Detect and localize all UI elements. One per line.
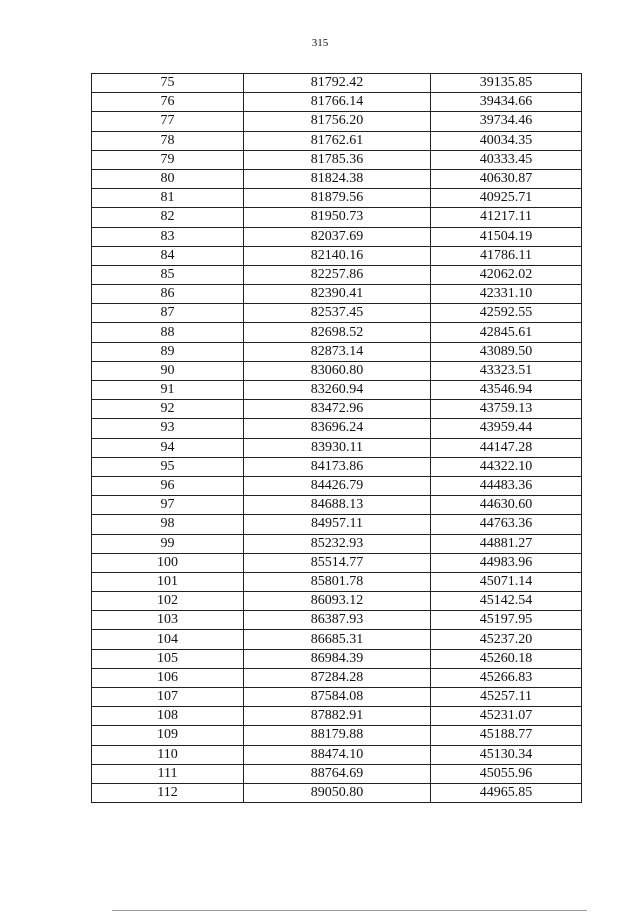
table-row [92,764,582,783]
table-row [92,630,582,649]
second-value-cell: 41217.11 [431,208,582,227]
table-row [92,419,582,438]
second-value-cell: 44483.36 [431,476,582,495]
second-value-cell: 44763.36 [431,515,582,534]
table-row [92,227,582,246]
second-value-cell: 40630.87 [431,169,582,188]
second-value-cell: 41504.19 [431,227,582,246]
second-value-cell: 42592.55 [431,304,582,323]
index-cell: 90 [92,361,244,380]
value-cell: 82037.69 [244,227,431,246]
value-cell: 87882.91 [244,707,431,726]
table-row [92,361,582,380]
table-row [92,745,582,764]
index-cell: 88 [92,323,244,342]
value-cell: 89050.80 [244,783,431,802]
index-cell: 92 [92,400,244,419]
second-value-cell: 45055.96 [431,764,582,783]
value-cell: 83930.11 [244,438,431,457]
value-cell: 82390.41 [244,285,431,304]
table-row [92,534,582,553]
index-cell: 98 [92,515,244,534]
table-row [92,707,582,726]
table-row [92,208,582,227]
table-row [92,783,582,802]
second-value-cell: 45266.83 [431,668,582,687]
value-cell: 85514.77 [244,553,431,572]
second-value-cell: 43323.51 [431,361,582,380]
value-cell: 81762.61 [244,131,431,150]
table-row [92,572,582,591]
value-cell: 83696.24 [244,419,431,438]
index-cell: 101 [92,572,244,591]
index-cell: 80 [92,169,244,188]
value-cell: 88764.69 [244,764,431,783]
index-cell: 78 [92,131,244,150]
table-row [92,592,582,611]
value-cell: 84426.79 [244,476,431,495]
index-cell: 81 [92,189,244,208]
table-row [92,304,582,323]
data-table [91,73,582,803]
value-cell: 83472.96 [244,400,431,419]
second-value-cell: 40333.45 [431,150,582,169]
value-cell: 82537.45 [244,304,431,323]
table-row [92,246,582,265]
second-value-cell: 39135.85 [431,74,582,93]
value-cell: 82698.52 [244,323,431,342]
value-cell: 83060.80 [244,361,431,380]
table-row [92,169,582,188]
value-cell: 84688.13 [244,496,431,515]
second-value-cell: 44147.28 [431,438,582,457]
second-value-cell: 39434.66 [431,93,582,112]
index-cell: 104 [92,630,244,649]
index-cell: 109 [92,726,244,745]
value-cell: 86685.31 [244,630,431,649]
value-cell: 81879.56 [244,189,431,208]
second-value-cell: 45231.07 [431,707,582,726]
index-cell: 94 [92,438,244,457]
second-value-cell: 45260.18 [431,649,582,668]
table-row [92,668,582,687]
table-row [92,515,582,534]
value-cell: 86387.93 [244,611,431,630]
value-cell: 83260.94 [244,381,431,400]
second-value-cell: 43759.13 [431,400,582,419]
index-cell: 106 [92,668,244,687]
value-cell: 87284.28 [244,668,431,687]
second-value-cell: 40034.35 [431,131,582,150]
value-cell: 84173.86 [244,457,431,476]
second-value-cell: 45237.20 [431,630,582,649]
table-row [92,400,582,419]
value-cell: 84957.11 [244,515,431,534]
value-cell: 88474.10 [244,745,431,764]
index-cell: 85 [92,265,244,284]
table-row [92,649,582,668]
table-row [92,438,582,457]
index-cell: 107 [92,688,244,707]
table-row [92,476,582,495]
second-value-cell: 45142.54 [431,592,582,611]
table-row [92,323,582,342]
second-value-cell: 39734.46 [431,112,582,131]
index-cell: 95 [92,457,244,476]
value-cell: 81792.42 [244,74,431,93]
value-cell: 82140.16 [244,246,431,265]
index-cell: 93 [92,419,244,438]
table-row [92,131,582,150]
index-cell: 96 [92,476,244,495]
index-cell: 111 [92,764,244,783]
second-value-cell: 44881.27 [431,534,582,553]
second-value-cell: 42845.61 [431,323,582,342]
second-value-cell: 43959.44 [431,419,582,438]
index-cell: 110 [92,745,244,764]
value-cell: 86984.39 [244,649,431,668]
value-cell: 88179.88 [244,726,431,745]
index-cell: 79 [92,150,244,169]
table-row [92,150,582,169]
index-cell: 105 [92,649,244,668]
table-row [92,74,582,93]
second-value-cell: 43089.50 [431,342,582,361]
index-cell: 84 [92,246,244,265]
value-cell: 81785.36 [244,150,431,169]
second-value-cell: 44983.96 [431,553,582,572]
second-value-cell: 42331.10 [431,285,582,304]
table-row [92,457,582,476]
index-cell: 102 [92,592,244,611]
page-number: 315 [311,37,329,49]
index-cell: 75 [92,74,244,93]
table-row [92,285,582,304]
index-cell: 83 [92,227,244,246]
second-value-cell: 43546.94 [431,381,582,400]
table-row [92,112,582,131]
second-value-cell: 42062.02 [431,265,582,284]
second-value-cell: 45197.95 [431,611,582,630]
value-cell: 82257.86 [244,265,431,284]
table-row [92,688,582,707]
index-cell: 108 [92,707,244,726]
value-cell: 82873.14 [244,342,431,361]
second-value-cell: 45257.11 [431,688,582,707]
index-cell: 86 [92,285,244,304]
index-cell: 87 [92,304,244,323]
table-row [92,496,582,515]
table-body [92,74,582,803]
value-cell: 85801.78 [244,572,431,591]
value-cell: 81766.14 [244,93,431,112]
second-value-cell: 45188.77 [431,726,582,745]
table-row [92,726,582,745]
value-cell: 87584.08 [244,688,431,707]
index-cell: 89 [92,342,244,361]
table-row [92,611,582,630]
index-cell: 91 [92,381,244,400]
value-cell: 81756.20 [244,112,431,131]
value-cell: 85232.93 [244,534,431,553]
table-row [92,189,582,208]
index-cell: 100 [92,553,244,572]
table-row [92,265,582,284]
table-row [92,93,582,112]
index-cell: 82 [92,208,244,227]
table-row [92,381,582,400]
index-cell: 77 [92,112,244,131]
second-value-cell: 44965.85 [431,783,582,802]
table-row [92,553,582,572]
index-cell: 97 [92,496,244,515]
second-value-cell: 44322.10 [431,457,582,476]
second-value-cell: 45130.34 [431,745,582,764]
value-cell: 81950.73 [244,208,431,227]
index-cell: 76 [92,93,244,112]
value-cell: 81824.38 [244,169,431,188]
index-cell: 112 [92,783,244,802]
second-value-cell: 44630.60 [431,496,582,515]
second-value-cell: 40925.71 [431,189,582,208]
index-cell: 103 [92,611,244,630]
table-row [92,342,582,361]
value-cell: 86093.12 [244,592,431,611]
second-value-cell: 45071.14 [431,572,582,591]
index-cell: 99 [92,534,244,553]
bottom-rule [112,910,587,911]
second-value-cell: 41786.11 [431,246,582,265]
